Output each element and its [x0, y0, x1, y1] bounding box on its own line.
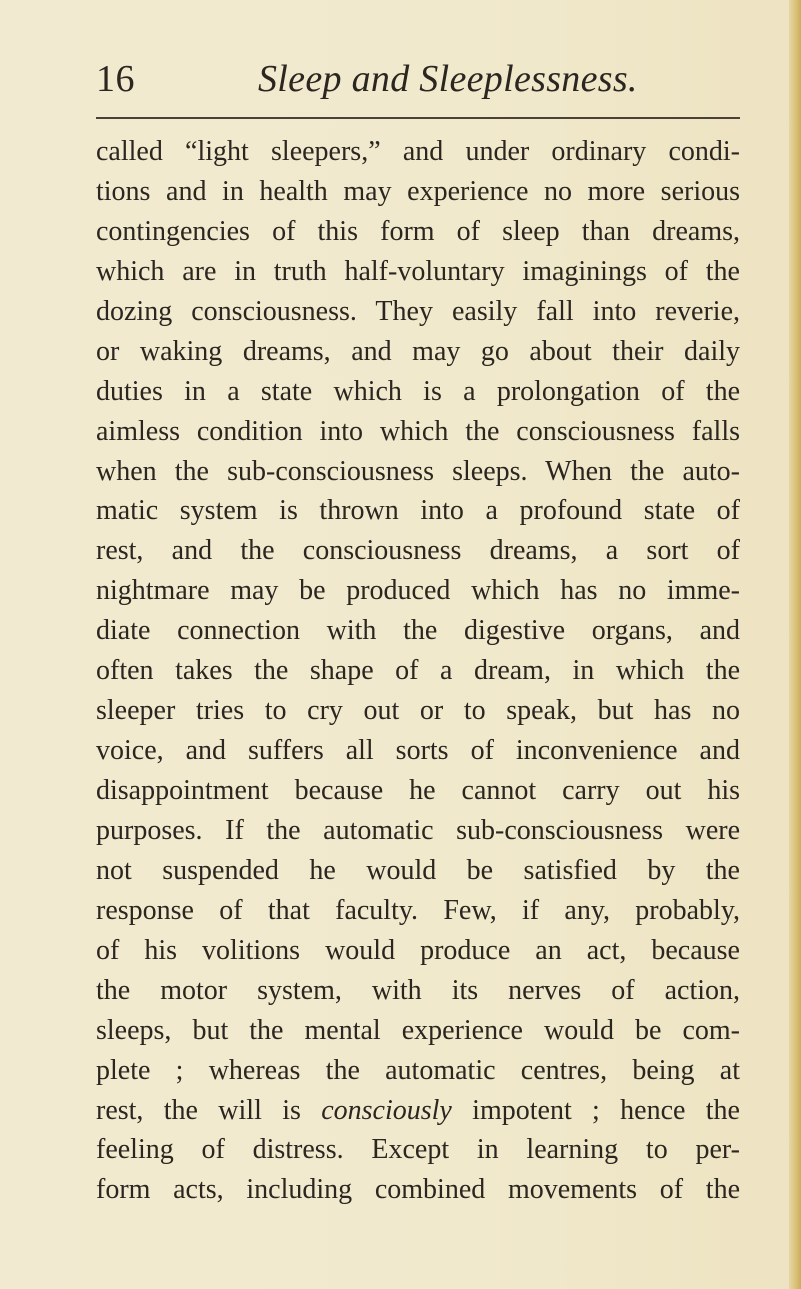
text-line: aimless condition into which the consciousness falls	[96, 415, 740, 447]
text-line: nightmare may be produced which has no imme-	[96, 575, 740, 607]
text-line: duties in a state which is a prolongation of the	[96, 375, 740, 407]
running-head	[96, 56, 740, 106]
text-line: rest, and the consciousness dreams, a sort of	[96, 535, 740, 567]
text-line: contingencies of this form of sleep than dreams,	[96, 215, 740, 247]
text-line: form acts, including combined movements of the	[96, 1174, 740, 1206]
page-edge	[789, 0, 801, 1289]
text-line: called “light sleepers,” and under ordinary condi-	[96, 136, 740, 167]
running-title: Sleep and Sleeplessness.	[258, 58, 638, 100]
page-number: 16	[96, 58, 135, 100]
text-line: or waking dreams, and may go about their daily	[96, 335, 740, 367]
line-segment: rest, the will is	[96, 1094, 322, 1126]
text-line: when the sub-consciousness sleeps. When the auto-	[96, 455, 740, 487]
italic-emphasis: consciously	[321, 1094, 452, 1126]
text-line: of his volitions would produce an act, because	[96, 934, 740, 966]
text-line: dozing consciousness. They easily fall into reverie,	[96, 295, 740, 327]
line-segment: impotent ; hence the	[451, 1094, 740, 1126]
text-line: which are in truth half-voluntary imaginings of the	[96, 255, 740, 287]
text-line: purposes. If the automatic sub-consciousness were	[96, 814, 740, 846]
text-line: plete ; whereas the automatic centres, being at	[96, 1054, 740, 1086]
text-line: disappointment because he cannot carry out his	[96, 775, 740, 806]
text-line: sleeper tries to cry out or to speak, but has no	[96, 695, 740, 727]
text-line: not suspended he would be satisfied by the	[96, 854, 740, 886]
text-line: sleeps, but the mental experience would be com-	[96, 1014, 740, 1046]
text-line: voice, and suffers all sorts of inconvenience and	[96, 735, 740, 767]
text-line: tions and in health may experience no more serious	[96, 175, 740, 207]
text-line: the motor system, with its nerves of action,	[96, 974, 740, 1006]
text-line: matic system is thrown into a profound state of	[96, 495, 740, 527]
text-line: diate connection with the digestive organs, and	[96, 615, 740, 647]
text-line: feeling of distress. Except in learning to per-	[96, 1134, 740, 1166]
text-line	[96, 1091, 740, 1131]
text-line: often takes the shape of a dream, in which the	[96, 655, 740, 687]
header-rule	[96, 117, 740, 119]
text-line: response of that faculty. Few, if any, probably,	[96, 894, 740, 926]
body-text	[96, 132, 740, 1210]
